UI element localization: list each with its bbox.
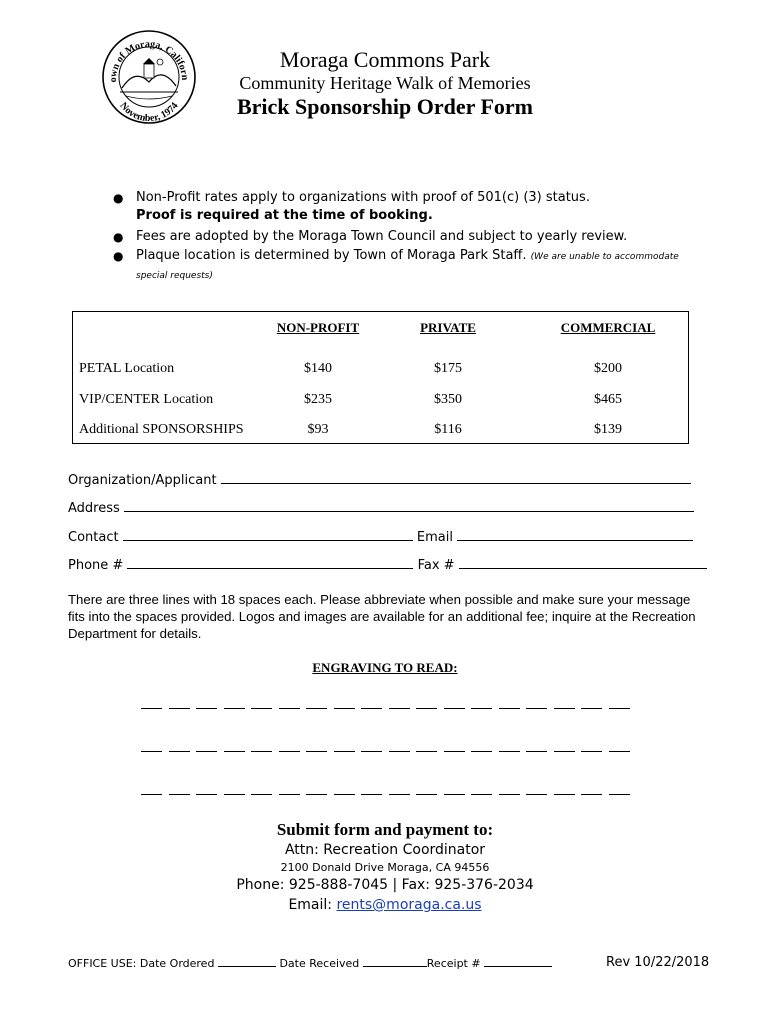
price-petal-commercial: $200 [594,361,622,376]
engraving-space[interactable] [306,707,327,709]
engraving-space[interactable] [306,793,327,795]
date-received-label: Date Received [279,957,360,970]
office-use-section [68,957,552,970]
submit-email-label: Email: [288,897,333,913]
engraving-space[interactable] [471,750,492,752]
engraving-space[interactable] [444,793,465,795]
engraving-space[interactable] [169,793,190,795]
engraving-space[interactable] [169,750,190,752]
row-label-additional: Additional SPONSORSHIPS [79,422,244,437]
engraving-space[interactable] [389,750,410,752]
phone-field[interactable] [68,556,707,573]
engraving-space[interactable] [224,750,245,752]
engraving-space[interactable] [471,707,492,709]
engraving-space[interactable] [416,750,437,752]
bullet-dot: ● [113,191,124,205]
engraving-space[interactable] [389,707,410,709]
bullet-text: Non-Profit rates apply to organizations with proof of 501(c) (3) status. [136,190,590,205]
engraving-space[interactable] [581,750,602,752]
engraving-space[interactable] [499,793,520,795]
row-label-vip: VIP/CENTER Location [79,392,214,407]
engraving-space[interactable] [251,707,272,709]
engraving-line-3[interactable] [141,793,641,795]
engraving-space[interactable] [526,750,547,752]
bullet-dot: ● [113,249,124,263]
engraving-space[interactable] [526,707,547,709]
engraving-space[interactable] [609,793,630,795]
submit-email-link[interactable]: rents@moraga.ca.us [336,897,482,913]
engraving-space[interactable] [251,793,272,795]
organization-label: Organization/Applicant [68,473,217,488]
revision-date: Rev 10/22/2018 [606,955,710,970]
engraving-line-2[interactable] [141,750,641,752]
fax-line[interactable] [459,556,707,569]
engraving-space[interactable] [141,750,162,752]
price-additional-commercial: $139 [594,422,622,437]
price-additional-private: $116 [434,422,462,437]
email-label: Email [416,530,453,545]
price-vip-private: $350 [434,392,462,407]
engraving-space[interactable] [416,793,437,795]
engraving-space[interactable] [196,707,217,709]
seal-top-text: own of Moraga, Californ [107,38,191,83]
date-ordered-line[interactable] [218,957,276,967]
engraving-instructions: There are three lines with 18 spaces each. Please abbreviate when possible and make sure your message fits into the spaces provided. Logos and images are available for an additional fee; inquire at the Recreation Department for details. [68,592,696,641]
engraving-space[interactable] [554,707,575,709]
engraving-space[interactable] [609,707,630,709]
engraving-space[interactable] [471,793,492,795]
price-additional-nonprofit: $93 [307,422,329,437]
submit-email-line [0,897,770,913]
date-ordered-label: Date Ordered [139,957,215,970]
engraving-space[interactable] [279,707,300,709]
organization-line[interactable] [221,471,691,484]
contact-label: Contact [68,530,119,545]
office-use-label: OFFICE USE: [68,957,137,970]
receipt-line[interactable] [484,957,552,967]
submit-title: Submit form and payment to: [276,820,494,839]
submit-attn: Attn: Recreation Coordinator [284,842,486,858]
engraving-space[interactable] [444,707,465,709]
bullet-item-fees [113,228,713,248]
engraving-space[interactable] [251,750,272,752]
contact-line[interactable] [123,528,413,541]
submit-phone-fax: Phone: 925-888-7045 | Fax: 925-376-2034 [236,877,534,893]
price-vip-nonprofit: $235 [304,392,332,407]
header-commercial: COMMERCIAL [560,320,656,335]
price-petal-nonprofit: $140 [304,361,332,376]
organization-field[interactable] [68,471,691,488]
engraving-space[interactable] [499,750,520,752]
contact-field[interactable] [68,528,693,545]
bullet-bold-note: Proof is required at the time of booking. [136,208,433,223]
engraving-space[interactable] [526,793,547,795]
engraving-space[interactable] [444,750,465,752]
engraving-line-1[interactable] [141,707,641,709]
header-nonprofit: NON-PROFIT [276,320,360,335]
receipt-label: Receipt # [426,957,481,970]
engraving-space[interactable] [334,793,355,795]
engraving-space[interactable] [169,707,190,709]
engraving-space[interactable] [196,750,217,752]
engraving-space[interactable] [224,707,245,709]
engraving-space[interactable] [361,750,382,752]
price-petal-private: $175 [434,361,462,376]
header-private: PRIVATE [420,320,476,335]
engraving-space[interactable] [609,750,630,752]
submit-address: 2100 Donald Drive Moraga, CA 94556 [280,861,490,874]
engraving-title: ENGRAVING TO READ: [312,660,458,675]
walk-title: Community Heritage Walk of Memories [239,73,531,93]
engraving-space[interactable] [499,707,520,709]
pricing-table [72,311,689,444]
bullet-text: Plaque location is determined by Town of Moraga Park Staff. [136,248,527,263]
row-label-petal: PETAL Location [79,361,175,376]
bullet-item-nonprofit [113,189,713,229]
engraving-space[interactable] [389,793,410,795]
engraving-space[interactable] [581,793,602,795]
form-title: Brick Sponsorship Order Form [236,94,533,119]
email-line[interactable] [457,528,693,541]
bullet-dot: ● [113,230,124,244]
engraving-space[interactable] [224,793,245,795]
engraving-space[interactable] [196,793,217,795]
address-label: Address [68,501,120,516]
engraving-space[interactable] [554,793,575,795]
bullet-note: (We are unable to accommodate special requests) [136,252,679,281]
engraving-space[interactable] [581,707,602,709]
engraving-space[interactable] [141,707,162,709]
phone-line[interactable] [127,556,413,569]
engraving-space[interactable] [141,793,162,795]
date-received-line[interactable] [363,957,427,967]
engraving-space[interactable] [554,750,575,752]
phone-label: Phone # [68,558,124,573]
engraving-space[interactable] [334,707,355,709]
town-seal [100,28,198,126]
address-field[interactable] [68,499,694,516]
bullet-item-plaque [113,247,713,283]
price-vip-commercial: $465 [594,392,622,407]
engraving-space[interactable] [416,707,437,709]
seal-bottom-text: November, 1974 [117,100,181,125]
bullet-text: Fees are adopted by the Moraga Town Council and subject to yearly review. [136,229,628,244]
engraving-space[interactable] [279,750,300,752]
fax-label: Fax # [417,558,455,573]
engraving-space[interactable] [279,793,300,795]
address-line[interactable] [124,499,694,512]
engraving-space[interactable] [361,707,382,709]
engraving-space[interactable] [306,750,327,752]
park-title: Moraga Commons Park [279,47,491,72]
engraving-space[interactable] [334,750,355,752]
engraving-space[interactable] [361,793,382,795]
